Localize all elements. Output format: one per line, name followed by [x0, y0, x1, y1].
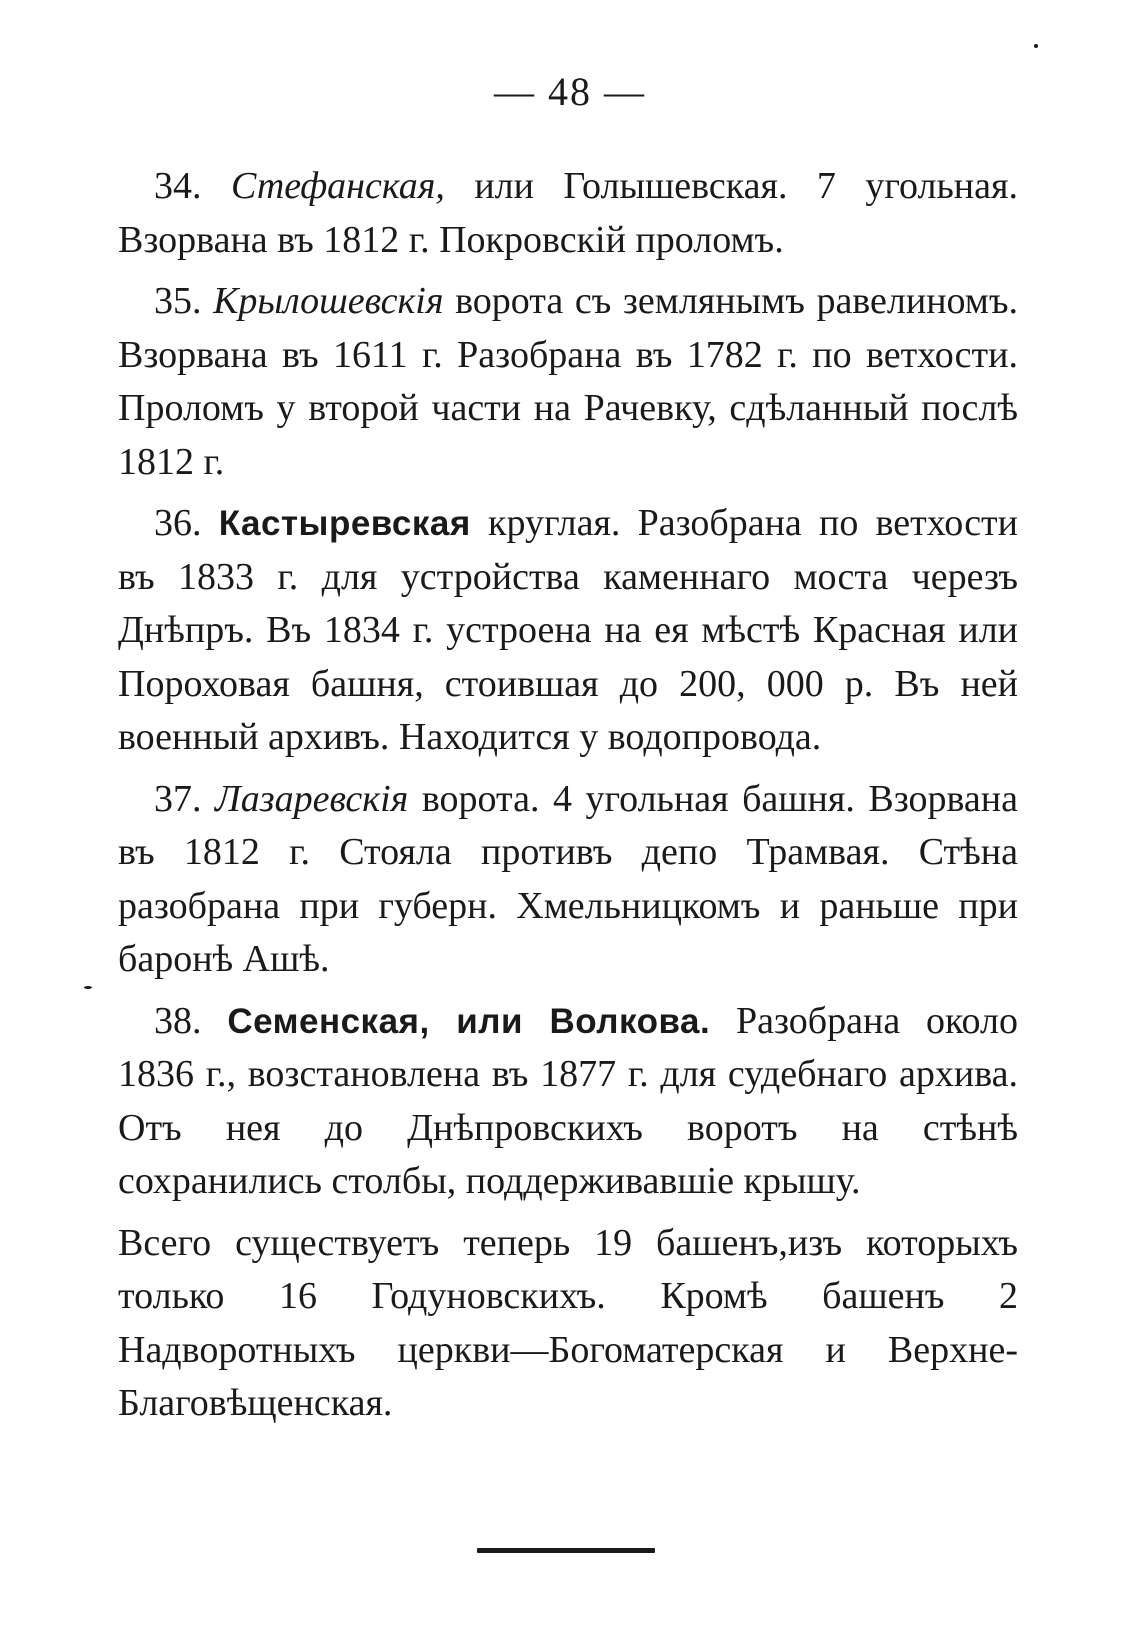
print-speck	[1034, 44, 1038, 48]
tower-name: Лазаревскія	[215, 777, 409, 820]
entry-number: 38.	[154, 999, 202, 1042]
entry-34	[118, 160, 1018, 267]
entry-35	[118, 275, 1018, 489]
tower-name: Кастыревская	[218, 504, 471, 543]
page-number: — 48 —	[494, 69, 646, 114]
tower-name: Крылошевскія	[213, 280, 444, 322]
entry-text: ворота съ землянымъ равелиномъ. Взорвана въ 1611 г. Разобрана въ 1782 г. по ветхости. Проломъ у второй части на Рачевку, сдѣланный послѣ 1812 г.	[118, 280, 1019, 483]
closing-paragraph: Всего существуетъ теперь 19 башенъ,изъ которыхъ только 16 Годуновскихъ. Кромѣ башенъ 2 Надворотныхъ церкви—Богоматерская и Верхне-Благовѣщенская.	[118, 1221, 1018, 1424]
entry-text: или Голышевская. 7 угольная. Взорвана въ 1812 г. Покровскій проломъ.	[118, 165, 1018, 261]
print-speck	[84, 986, 92, 989]
entry-text: Разобрана около 1836 г., возстановлена въ 1877 г. для судебнаго архива. Отъ нея до Днѣпровскихъ воротъ на стѣнѣ сохранились столбы, поддерживавшіе крышу.	[118, 999, 1018, 1202]
entry-37	[118, 773, 1018, 987]
entry-36	[118, 497, 1018, 765]
page-text	[118, 160, 1018, 1439]
entry-38	[118, 995, 1018, 1209]
entry-number: 36.	[154, 502, 202, 544]
entry-text: ворота. 4 угольная башня. Взорвана въ 1812 г. Стояла противъ депо Трамвая. Стѣна разобрана при губерн. Хмельницкомъ и раньше при баронѣ Ашѣ.	[118, 777, 1019, 980]
entry-number: 34.	[154, 165, 202, 207]
entry-number: 37.	[154, 777, 202, 820]
end-rule	[477, 1548, 655, 1553]
entry-text: круглая. Разобрана по ветхости въ 1833 г. для устройства каменнаго моста черезъ Днѣпръ. Въ 1834 г. устроена на ея мѣстѣ Красная или Пороховая башня, стоившая до 200, 000 р. Въ ней военный архивъ. Находится у водопровода.	[118, 502, 1019, 758]
tower-name: Семенская, или Волкова.	[227, 1001, 711, 1041]
tower-name: Стефанская,	[230, 165, 445, 207]
entry-number: 35.	[154, 280, 202, 322]
